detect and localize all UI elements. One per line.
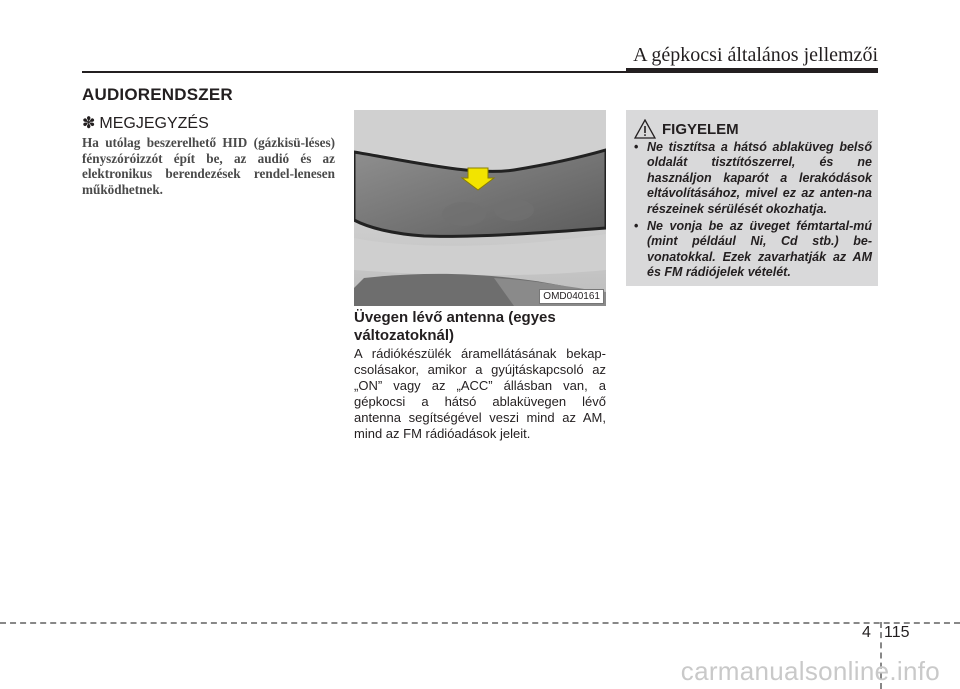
header-rule-accent [626,68,878,73]
car-rear-window-illustration [354,110,606,306]
figure-code: OMD040161 [539,289,604,304]
note-title-text: MEGJEGYZÉS [99,115,209,132]
warning-item: • Ne tisztítsa a hátsó ablaküveg belső oldalát tisztítószerrel, és ne használjon kaparót a lerakódások eltávolításához, mivel ez az anten-na részeinek sérülését okozhatja. [634,140,872,216]
footer-rule [0,622,960,624]
warning-item-text: Ne tisztítsa a hátsó ablaküveg belső oldalát tisztítószerrel, és ne használjon kaparót a lerakódások eltávolításához, mivel ez az anten-na részeinek sérülését okozhatja. [647,140,872,216]
note-title [82,113,209,133]
note-body: Ha utólag beszerelhető HID (gázkisü-léses) fényszóróizzót épít be, az audió és az elektronikus berendezések rendel-lenesen működhetnek. [82,135,335,197]
watermark: carmanualsonline.info [680,656,940,686]
note-star-icon: ✽ [82,115,96,132]
warning-box [626,110,878,286]
page-number: 115 [884,624,910,641]
warning-title: FIGYELEM [662,121,739,138]
antenna-body: A rádiókészülék áramellátásának bekap-csolásakor, amikor a gyújtáskapcsoló az „ON” vagy az „ACC” állásban van, a gépkocsi a hátsó ablaküvegen lévő antenna segítségével veszi mind az AM, mind az FM rádióadások jeleit. [354,346,606,441]
antenna-heading: Üvegen lévő antenna (egyes változatoknál) [354,309,556,344]
warning-list [632,140,872,283]
warning-item-text: Ne vonja be az üveget fémtartal-mú (mint például Ni, Cd stb.) be-vonatokkal. Ezek zavarhatják az AM és FM rádiójelek vételét. [647,219,872,280]
rear-window-antenna-figure [354,110,606,306]
warning-triangle-icon [634,119,656,139]
chapter-number: 4 [862,624,871,641]
section-heading: AUDIORENDSZER [82,85,233,104]
chapter-title: A gépkocsi általános jellemzői [633,44,878,66]
warning-item: • Ne vonja be az üveget fémtartal-mú (mint például Ni, Cd stb.) be-vonatokkal. Ezek zavarhatják az AM és FM rádiójelek vételét. [634,219,872,280]
